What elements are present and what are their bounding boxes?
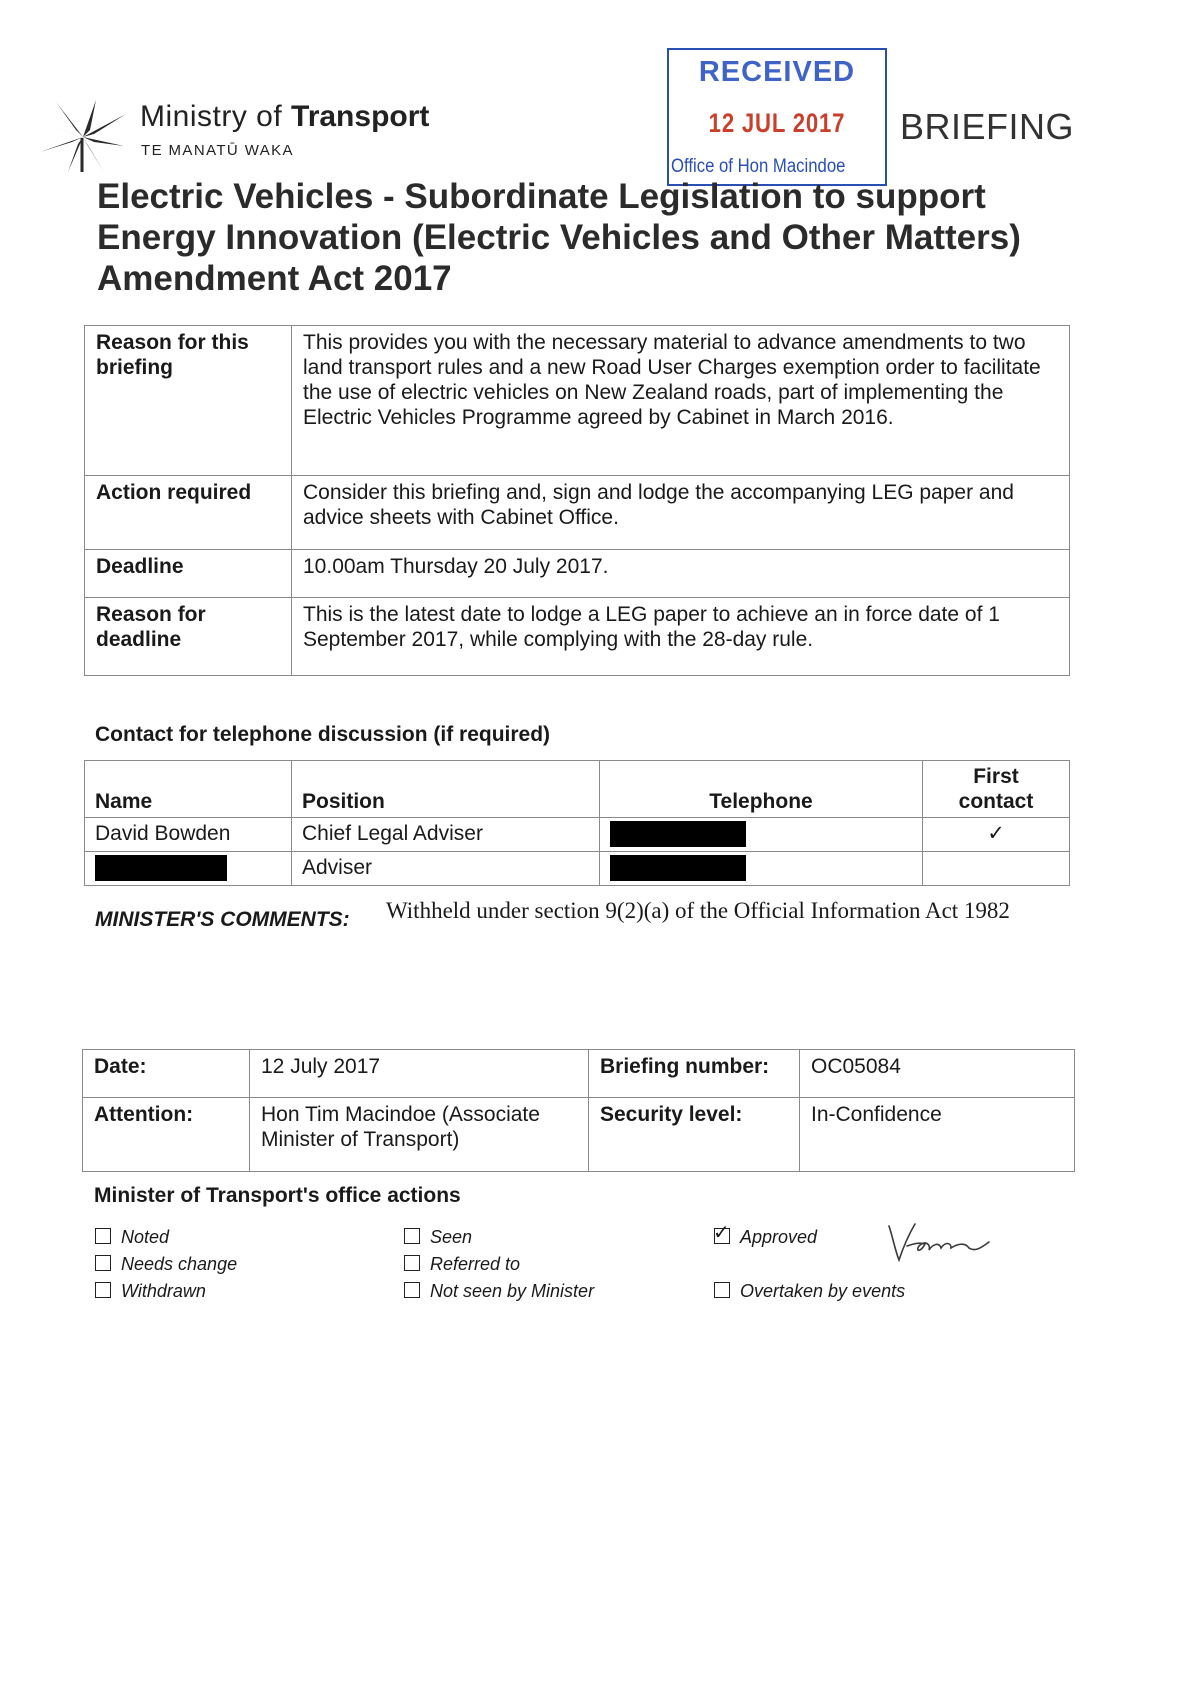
col-position: Position [292, 761, 600, 818]
attention-label: Attention: [83, 1098, 250, 1172]
stamp-office: Office of Hon Macindoe [671, 156, 846, 177]
approved-checkbox[interactable]: ✓ Approved [713, 1222, 818, 1247]
briefing-number-value: OC05084 [800, 1050, 1075, 1098]
contact-telephone [600, 852, 923, 886]
ministry-logo-icon [38, 100, 128, 174]
checkbox-icon [95, 1282, 111, 1298]
contact-table [84, 760, 1070, 886]
table-row [83, 1098, 1075, 1172]
date-label: Date: [83, 1050, 250, 1098]
deadline-value: 10.00am Thursday 20 July 2017. [292, 550, 1070, 598]
withheld-notice: Withheld under section 9(2)(a) of the Official Information Act 1982 [386, 898, 1010, 923]
checkbox-icon [713, 1222, 730, 1244]
not-seen-checkbox[interactable]: Not seen by Minister [404, 1281, 594, 1302]
stamp-date: 12 JUL 2017 [708, 108, 846, 138]
redaction-block [610, 821, 746, 847]
table-row [85, 326, 1070, 476]
col-first-contact: First contact [923, 761, 1070, 818]
briefing-meta-table [82, 1049, 1075, 1172]
page-title: Electric Vehicles - Subordinate Legislation to support Energy Innovation (Electric Vehicles and Other Matters) Amendment Act 2017 [97, 177, 1021, 298]
redaction-block [95, 855, 227, 881]
referred-to-checkbox[interactable]: Referred to [404, 1254, 520, 1275]
table-row [85, 550, 1070, 598]
withdrawn-checkbox[interactable]: Withdrawn [95, 1281, 206, 1302]
overtaken-checkbox[interactable]: Overtaken by events [714, 1281, 905, 1302]
date-value: 12 July 2017 [250, 1050, 589, 1098]
ministers-comments-label: MINISTER'S COMMENTS: [95, 908, 350, 931]
checkbox-icon [95, 1255, 111, 1271]
security-level-label: Security level: [589, 1098, 800, 1172]
signature [885, 1218, 995, 1268]
table-header-row [85, 761, 1070, 818]
table-row [85, 818, 1070, 852]
briefing-number-label: Briefing number: [589, 1050, 800, 1098]
col-telephone: Telephone [600, 761, 923, 818]
contact-heading: Contact for telephone discussion (if required) [95, 723, 551, 746]
reason-value: This provides you with the necessary material to advance amendments to two land transport rules and a new Road User Charges exemption order to facilitate the use of electric vehicles on New Zealand roads, part of implementing the Electric Vehicles Programme agreed by Cabinet in March 2016. [292, 326, 1070, 476]
col-name: Name [85, 761, 292, 818]
office-actions-heading: Minister of Transport's office actions [94, 1184, 461, 1207]
needs-change-checkbox[interactable]: Needs change [95, 1254, 237, 1275]
deadline-reason-label: Reason for deadline [85, 598, 292, 676]
redaction-block [610, 855, 746, 881]
received-stamp [667, 48, 887, 186]
seen-checkbox[interactable]: Seen [404, 1227, 472, 1248]
table-row [85, 598, 1070, 676]
contact-position: Chief Legal Adviser [292, 818, 600, 852]
action-value: Consider this briefing and, sign and lodge the accompanying LEG paper and advice sheets with Cabinet Office. [292, 476, 1070, 550]
first-contact-check [923, 852, 1070, 886]
table-row [85, 476, 1070, 550]
ministry-maori-name: TE MANATŪ WAKA [141, 142, 294, 159]
check-mark-icon: ✓ [713, 1222, 730, 1244]
contact-telephone [600, 818, 923, 852]
action-label: Action required [85, 476, 292, 550]
checkbox-icon [714, 1282, 730, 1298]
contact-name [85, 852, 292, 886]
attention-value: Hon Tim Macindoe (Associate Minister of Transport) [250, 1098, 589, 1172]
first-contact-check: ✓ [923, 818, 1070, 852]
deadline-label: Deadline [85, 550, 292, 598]
table-row [83, 1050, 1075, 1098]
noted-checkbox[interactable]: Noted [95, 1227, 169, 1248]
document-type: BRIEFING [900, 106, 1075, 147]
checkbox-icon [404, 1255, 420, 1271]
checkbox-icon [404, 1282, 420, 1298]
table-row [85, 852, 1070, 886]
security-level-value: In-Confidence [800, 1098, 1075, 1172]
reason-label: Reason for this briefing [85, 326, 292, 476]
contact-position: Adviser [292, 852, 600, 886]
contact-name: David Bowden [85, 818, 292, 852]
checkbox-icon [404, 1228, 420, 1244]
ministry-name: Ministry of Transport [140, 100, 430, 133]
deadline-reason-value: This is the latest date to lodge a LEG paper to achieve an in force date of 1 September 2017, while complying with the 28-day rule. [292, 598, 1070, 676]
stamp-title: RECEIVED [698, 56, 856, 88]
checkbox-icon [95, 1228, 111, 1244]
summary-table [84, 325, 1070, 676]
